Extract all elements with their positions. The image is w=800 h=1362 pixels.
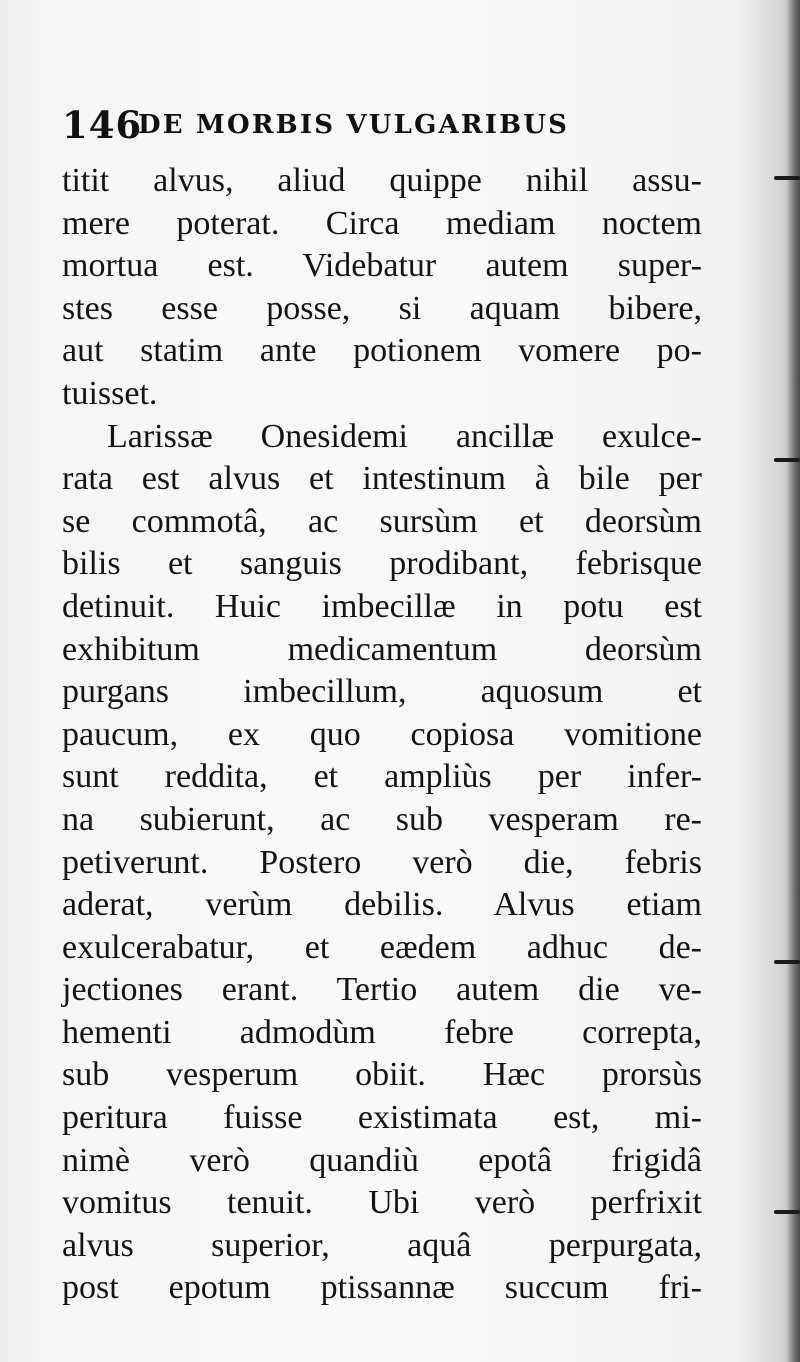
body-text [62,160,702,1310]
text-line: tuisset. [62,374,158,412]
binding-stitch [774,1210,800,1214]
text-line: peritura fuisse existimata est, mi- [62,1099,702,1137]
text-line: vomitus tenuit. Ubi verò perfrixit [62,1184,702,1222]
binding-edge [786,0,800,1362]
text-line: aut statim ante potionem vomere po- [62,332,702,370]
text-line: stes esse posse, si aquam bibere, [62,289,702,327]
running-title: DE MORBIS VULGARIBUS [138,110,570,140]
page-header [62,100,702,150]
text-line: na subierunt, ac sub vesperam re- [62,800,702,838]
text-line: alvus superior, aquâ perpurgata, [62,1226,702,1264]
text-line: sub vesperum obiit. Hæc prorsùs [62,1056,702,1094]
page-number: 146 [62,103,143,147]
text-line: se commotâ, ac sursùm et deorsùm [62,502,702,540]
text-line: paucum, ex quo copiosa vomitione [62,715,702,753]
text-line: bilis et sanguis prodibant, febrisque [62,545,702,583]
text-line: petiverunt. Postero verò die, febris [62,843,702,881]
text-line: mere poterat. Circa mediam noctem [62,204,702,242]
text-line: Larissæ Onesidemi ancillæ exulce- [107,417,702,455]
text-line: purgans imbecillum, aquosum et [62,673,702,711]
text-line: detinuit. Huic imbecillæ in potu est [62,587,702,625]
text-line: jectiones erant. Tertio autem die ve- [62,971,702,1009]
text-line: aderat, verùm debilis. Alvus etiam [62,886,702,924]
binding-stitch [774,960,800,964]
binding-stitch [774,176,800,180]
text-line: titit alvus, aliud quippe nihil assu- [62,162,702,199]
text-line: nimè verò quandiù epotâ frigidâ [62,1141,702,1179]
text-line: exhibitum medicamentum deorsùm [62,630,702,668]
text-line: exulcerabatur, et eædem adhuc de- [62,928,702,966]
binding-stitch [774,458,800,462]
text-line: hementi admodùm febre correpta, [62,1013,702,1051]
text-line: post epotum ptissannæ succum fri- [62,1269,702,1307]
text-line: rata est alvus et intestinum à bile per [62,460,702,498]
text-line: sunt reddita, et ampliùs per infer- [62,758,702,796]
text-line: mortua est. Videbatur autem super- [62,247,702,285]
